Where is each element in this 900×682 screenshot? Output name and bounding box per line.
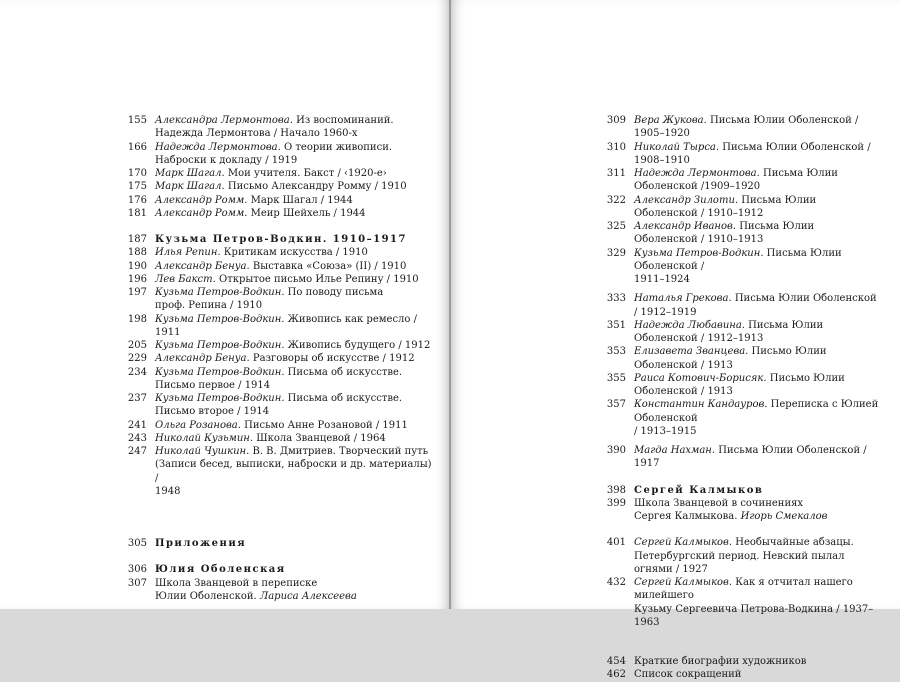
toc-entry [112,207,432,220]
title-cont: Сергея Калмыкова. [634,511,741,522]
title: Мои учителя. Бакст / ‹1920-е› [224,168,387,179]
author: Александр Ромм. [155,194,248,206]
page-number: 462 [606,669,626,681]
section-title: Сергей Калмыков [634,484,764,496]
author: Надежда Лермонтова. [634,168,760,179]
page-number: 351 [606,319,626,331]
toc-entry [112,180,432,193]
title: Письма Юлии Оболенской / 1912–1913 [634,319,824,344]
title-cont: / 1913–1915 [634,425,697,437]
title: Школа Званцевой в сочинениях [634,497,804,509]
toc-entry [591,194,881,221]
page-number: 166 [127,141,147,153]
author: Наталья Грекова. [634,293,732,305]
title: Из воспоминаний. [292,115,394,126]
title: Школа Званцевой / 1964 [253,432,386,444]
page-number: 243 [127,432,147,444]
title: Критикам искусства / 1910 [220,247,368,259]
page-number: 176 [127,194,147,206]
author: Кузьма Петров-Водкин. [155,393,285,404]
page-number: 399 [606,497,626,509]
title-cont: Юлии Оболенской. [155,590,260,602]
toc-entry [591,668,881,681]
title: Письма Юлии Оболенской / 1917 [634,445,867,470]
toc-left [112,114,432,603]
toc-entry [112,286,432,313]
author: Николай Чушкин. [155,446,250,457]
page-number: 198 [127,313,147,325]
section-title: Кузьма Петров-Водкин. 1910–1917 [155,234,407,245]
title: В. В. Дмитриев. Творческий путь [249,446,429,457]
title: Письмо Анне Розановой / 1911 [240,419,408,431]
page-number: 181 [127,207,147,219]
title: Письмо Юлии Оболенской / 1913 [634,372,845,397]
author: Илья Репин. [155,247,221,259]
toc-entry [112,352,432,365]
toc-entry [112,366,432,393]
page-number: 234 [127,366,147,378]
title-cont: (Записи бесед, выписки, наброски и др. материалы) / [155,459,432,484]
toc-entry [112,141,432,168]
title-cont: 1911–1924 [634,274,690,285]
author: Надежда Любавина. [634,319,745,331]
title: Выставка «Союза» (II) / 1910 [249,260,407,272]
page-number: 241 [127,419,147,431]
page-number: 237 [127,393,147,404]
title: Живопись будущего / 1912 [284,340,431,351]
toc-entry [591,345,881,372]
author: Игорь Смекалов [740,511,828,522]
toc-entry [591,319,881,346]
author: Кузьма Петров-Водкин. [155,313,285,325]
page-number: 305 [127,538,147,549]
toc-entry [112,260,432,273]
page-number: 454 [606,656,626,667]
title: Письма Юлии Оболенской / 1912–1919 [634,293,877,318]
page-number: 306 [127,564,147,576]
page-number: 155 [127,115,147,126]
title: Письмо Юлии Оболенской / 1913 [634,346,827,371]
page-number: 357 [606,399,626,411]
author: Вера Жукова. [634,115,707,126]
author: Кузьма Петров-Водкин. [634,247,764,259]
author: Николай Кузьмин. [155,432,254,444]
author: Кузьма Петров-Водкин. [155,366,285,378]
toc-entry [591,655,881,668]
toc-entry [112,246,432,259]
author: Александр Иванов. [634,221,737,232]
author: Магда Нахман. [634,445,716,456]
toc-entry [112,194,432,207]
toc-entry [112,392,432,419]
title-cont: 1948 [155,485,181,497]
title: Краткие биографии художников [634,656,807,667]
toc-entry [112,445,432,498]
page-number: 329 [606,247,626,259]
page-number: 196 [127,273,147,285]
author: Кузьма Петров-Водкин. [155,287,285,298]
page-number: 432 [606,577,626,588]
toc-entry [112,273,432,286]
title-cont: Кузьму Сергеевича Петрова-Водкина / 1937–1963 [634,603,874,628]
author: Константин Кандауров. [634,399,768,411]
author: Александр Бенуа. [155,353,250,365]
toc-entry [591,141,881,168]
toc-entry [591,247,881,287]
section-title: Приложения [155,538,247,549]
toc-entry [112,114,432,141]
title: По поводу письма [284,287,384,298]
page-number: 390 [606,445,626,456]
page-number: 401 [606,537,626,549]
left-page [0,0,449,609]
toc-entry [591,398,881,438]
page-number: 307 [127,577,147,589]
page-number: 187 [127,234,147,245]
title: Список сокращений [634,669,742,681]
title: Марк Шагал / 1944 [247,194,353,206]
title: Письма Юлии Оболенской / 1908–1910 [634,141,871,166]
author: Марк Шагал. [155,181,225,193]
toc-entry [112,339,432,352]
title-cont: Петербургский период. Невский пылал огнями / 1927 [634,550,845,575]
title: Письма Юлии Оболенской /1909–1920 [634,168,838,193]
toc-entry [112,577,432,604]
author: Сергей Калмыков. [634,537,733,549]
page-number: 398 [606,484,626,496]
author: Александр Бенуа. [155,260,250,272]
title: Живопись как ремесло / 1911 [155,313,417,338]
author: Лариса Алексеева [259,590,357,602]
right-page [451,0,900,681]
title-cont: проф. Репина / 1910 [155,300,263,312]
author: Сергей Калмыков. [634,577,733,588]
author: Александр Зилоти. [634,194,739,206]
author: Ольга Розанова. [155,419,241,431]
title: Письма Юлии Оболенской / 1910–1913 [634,221,815,246]
page-number: 322 [606,194,626,206]
title: О теории живописи. [280,141,393,153]
title: Письма Юлии Оболенской / [634,247,842,272]
toc-entry [591,167,881,194]
toc-entry [112,432,432,445]
title: Переписка с Юлией Оболенской [634,399,879,424]
toc-entry [112,167,432,180]
page-number: 197 [127,287,147,298]
page-number: 247 [127,446,147,457]
author: Раиса Котович-Борисяк. [634,372,767,384]
page-number: 310 [606,141,626,153]
author: Александра Лермонтова. [155,115,293,126]
author: Надежда Лермонтова. [155,141,281,153]
title: Открытое письмо Илье Репину / 1910 [215,273,419,285]
page-number: 188 [127,247,147,259]
toc-entry [591,220,881,247]
page-number: 333 [606,293,626,305]
title: Письма об искусстве. [284,366,403,378]
toc-entry [591,114,881,141]
page-number: 170 [127,168,147,179]
toc-section [591,484,881,497]
toc-entry [591,372,881,399]
page-number: 229 [127,353,147,365]
page-number: 190 [127,260,147,272]
title: Письма Юлии Оболенской / 1905–1920 [634,115,859,140]
title: Школа Званцевой в переписке [155,577,318,589]
title: Разговоры об искусстве / 1912 [249,353,415,365]
section-title: Юлия Оболенская [155,564,286,576]
author: Кузьма Петров-Водкин. [155,340,285,351]
toc-right [591,114,881,682]
page-number: 325 [606,221,626,232]
toc-entry [112,419,432,432]
title-cont: Письмо первое / 1914 [155,379,271,391]
title: Письма об искусстве. [284,393,403,404]
author: Лев Бакст. [155,273,216,285]
title-cont: Надежда Лермонтова / Начало 1960-х [155,128,358,140]
page-number: 353 [606,346,626,358]
toc-entry [591,576,881,629]
author: Марк Шагал. [155,168,225,179]
title-cont: Письмо второе / 1914 [155,406,270,418]
toc-entry [591,497,881,524]
toc-section [112,563,432,576]
author: Николай Тырса. [634,141,720,153]
page-number: 175 [127,181,147,193]
toc-entry [591,292,881,319]
title: Необычайные абзацы. [732,537,854,549]
toc-section [112,537,432,550]
title: Письмо Александру Ромму / 1910 [224,181,407,193]
page-number: 309 [606,115,626,126]
toc-entry [112,313,432,340]
author: Елизавета Званцева. [634,346,749,358]
author: Александр Ромм. [155,207,248,219]
title: Меир Шейхель / 1944 [247,207,366,219]
title-cont: Наброски к докладу / 1919 [155,154,298,166]
toc-entry [591,536,881,576]
page-number: 355 [606,372,626,384]
title: Письма Юлии Оболенской / 1910–1912 [634,194,817,219]
title: Как я отчитал нашего милейшего [634,577,853,602]
toc-section [112,233,432,246]
page-number: 205 [127,340,147,351]
toc-entry [591,444,881,471]
page-number: 311 [606,168,626,179]
